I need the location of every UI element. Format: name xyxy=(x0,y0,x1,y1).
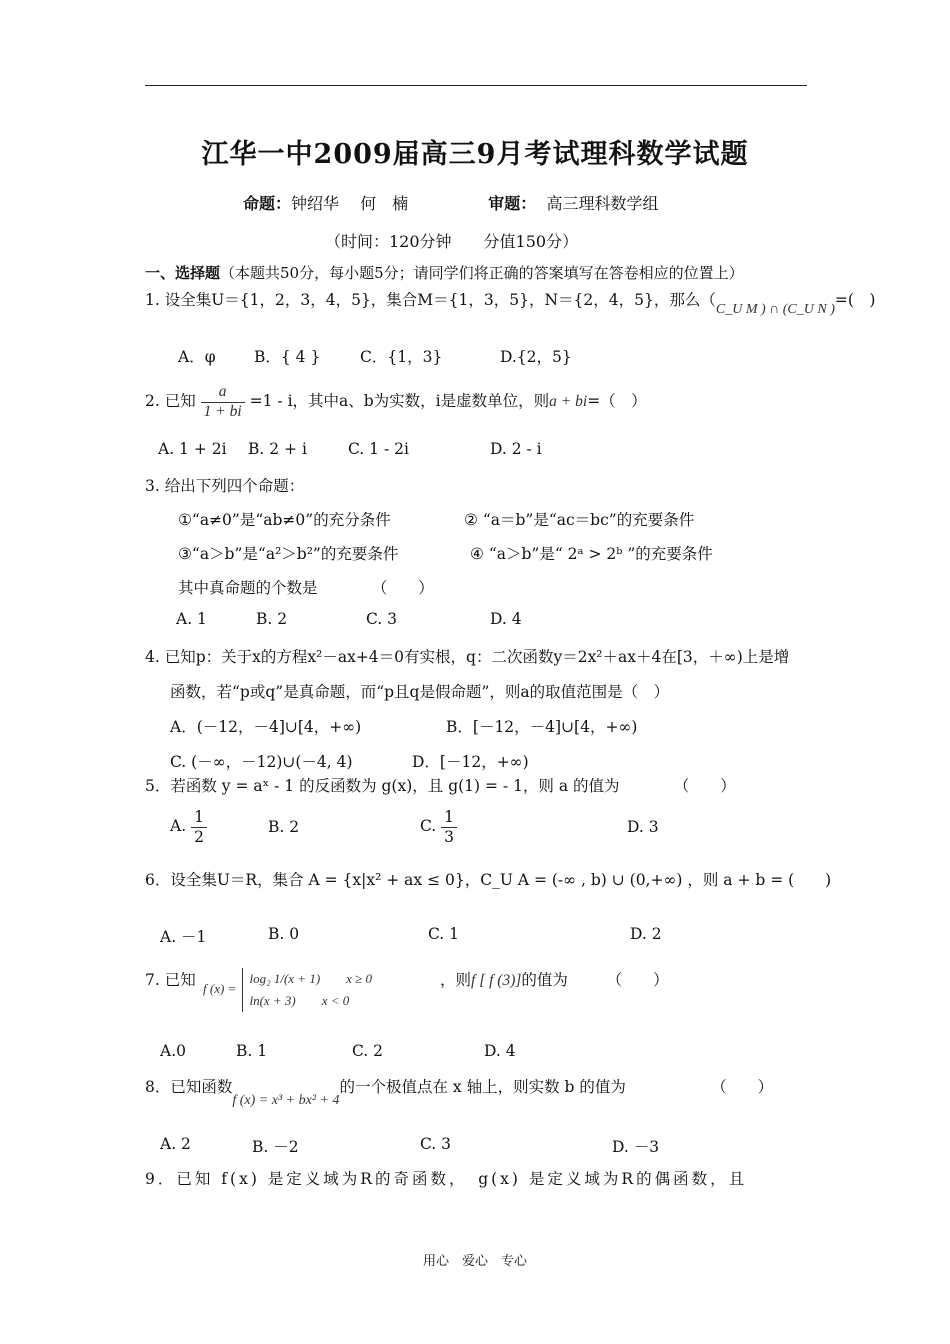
q8-option-d: D. －3 xyxy=(612,1138,660,1156)
q7-tail xyxy=(440,968,669,990)
q3-prop-1: ①“a≠0”是“ab≠0”的充分条件 xyxy=(178,511,391,529)
q7-fx: f (x) = xyxy=(203,981,237,996)
section-title: 一、选择题 xyxy=(145,264,221,282)
question-4-line-1: 4. 已知p：关于x的方程x²－ax+4＝0有实根，q：二次函数y＝2x²＋ax＋4在[3，＋∞)上是增 xyxy=(145,648,790,666)
q3-option-b: B. 2 xyxy=(256,610,288,628)
q3-option-c: C. 3 xyxy=(366,610,398,628)
q4-option-a: A．(－12，－4]∪[4，+∞) xyxy=(170,718,362,736)
q1-option-d: D.{2，5} xyxy=(500,348,572,366)
q2-prefix: 2. 已知 xyxy=(145,392,196,411)
page-footer: 用心 爱心 专心 xyxy=(422,1254,527,1269)
question-8 xyxy=(145,1075,773,1109)
q5-option-c xyxy=(420,808,457,846)
q1-option-a: A．φ xyxy=(178,348,216,366)
question-7 xyxy=(145,968,196,990)
q4-option-c: C. (－∞，－12)∪(－4, 4) xyxy=(170,753,353,771)
q5-a-fraction xyxy=(191,808,207,846)
q2-option-b: B. 2 + i xyxy=(248,440,307,458)
q2-math: a + bi xyxy=(549,393,588,411)
question-9: 9．已知 f(x) 是定义域为R的奇函数， g(x) 是定义域为R的偶函数，且 xyxy=(145,1170,748,1188)
q3-ask: 其中真命题的个数是 （ ） xyxy=(178,579,434,597)
page-title: 江华一中2009届高三9月考试理科数学试题 xyxy=(201,139,749,170)
top-rule xyxy=(145,85,807,86)
q1-math: C_U M ) ∩ (C_U N ) xyxy=(715,302,835,317)
time-info: （时间：120分钟 分值150分） xyxy=(325,232,579,251)
q6-option-c: C. 1 xyxy=(428,925,460,943)
question-1 xyxy=(145,288,875,318)
q5-c-den: 3 xyxy=(444,827,455,846)
question-2 xyxy=(145,383,647,421)
q2-fraction xyxy=(201,383,245,421)
q7-option-c: C. 2 xyxy=(352,1042,384,1060)
q7-tail-text: 的值为 （ ） xyxy=(521,971,669,989)
author-label: 命题： xyxy=(243,194,292,213)
q1-text: 1. 设全集U＝{1，2，3，4，5}，集合M＝{1，3，5}，N＝{2，4，5}，那么（ xyxy=(145,291,716,309)
q5-c-fraction xyxy=(441,808,457,846)
q6-option-b: B. 0 xyxy=(268,925,300,943)
q7-case-1: log₂ 1/(x + 1) x ≥ 0 xyxy=(249,971,373,986)
q5-a-num: 1 xyxy=(191,808,207,828)
q3-prop-3: ③“a＞b”是“a²＞b²”的充要条件 xyxy=(178,545,399,563)
q7-option-d: D. 4 xyxy=(484,1042,516,1060)
section-note: （本题共50分，每小题5分；请同学们将正确的答案填写在答卷相应的位置上） xyxy=(220,264,744,282)
q5-a-label: A. xyxy=(170,817,187,836)
question-5: 5．若函数 y = aˣ - 1 的反函数为 g(x)，且 g(1) = - 1，则 a 的值为 （ ） xyxy=(145,777,736,795)
q8-option-c: C. 3 xyxy=(420,1135,452,1153)
q2-tail: =（ ） xyxy=(587,392,647,411)
q7-math: f [ f (3)] xyxy=(471,972,522,989)
section-heading xyxy=(145,262,744,283)
q2-mid: =1 - i，其中a、b为实数，i是虚数单位，则 xyxy=(249,392,550,411)
authors-line xyxy=(243,191,659,214)
q3-option-a: A. 1 xyxy=(176,610,207,628)
q2-option-c: C. 1 - 2i xyxy=(348,440,409,458)
q5-c-num: 1 xyxy=(441,808,457,828)
reviewer-label: 审题： xyxy=(488,194,537,213)
q7-piecewise xyxy=(203,968,372,1012)
q4-option-d: D．[－12，+∞) xyxy=(412,753,529,771)
q1-option-b: B．{ 4 } xyxy=(254,348,321,366)
author-names: 钟绍华 何 楠 xyxy=(291,194,409,213)
question-4-line-2: 函数，若“p或q”是真命题，而“p且q是假命题”，则a的取值范围是（ ） xyxy=(170,683,670,701)
q5-a-den: 2 xyxy=(194,827,204,846)
q1-tail: =( ) xyxy=(834,291,876,309)
question-3: 3. 给出下列四个命题： xyxy=(145,477,305,495)
q7-mid: ，则 xyxy=(440,971,472,989)
q4-option-b: B．[－12，－4]∪[4，+∞) xyxy=(446,718,638,736)
reviewer-names: 高三理科数学组 xyxy=(546,194,659,213)
q8-prefix: 8．已知函数 xyxy=(145,1078,233,1096)
q5-option-a xyxy=(170,808,207,846)
q7-option-b: B. 1 xyxy=(236,1042,268,1060)
q5-c-label: C. xyxy=(420,817,437,836)
q2-option-a: A. 1 + 2i xyxy=(158,440,227,458)
q7-option-a: A.0 xyxy=(160,1042,186,1060)
q3-option-d: D. 4 xyxy=(490,610,522,628)
q1-option-c: C．{1，3} xyxy=(360,348,443,366)
q6-option-a: A. －1 xyxy=(160,928,207,946)
q5-option-b: B. 2 xyxy=(268,818,300,836)
q8-option-a: A. 2 xyxy=(160,1135,191,1153)
q8-math: f (x) = x³ + bx² + 4 xyxy=(232,1093,340,1108)
q3-prop-2: ② “a＝b”是“ac＝bc”的充要条件 xyxy=(464,511,695,529)
q7-case-2: ln(x + 3) x < 0 xyxy=(249,993,350,1008)
q2-frac-den: 1 + bi xyxy=(203,402,242,420)
question-6: 6．设全集U＝R，集合 A = {x|x² + ax ≤ 0}，C_U A = (-∞ , b) ∪ (0,+∞) ，则 a + b = ( ) xyxy=(145,871,832,889)
q8-tail: 的一个极值点在 x 轴上，则实数 b 的值为 （ ） xyxy=(339,1078,774,1096)
q7-prefix: 7. 已知 xyxy=(145,971,196,989)
q8-option-b: B. －2 xyxy=(252,1138,299,1156)
q5-option-d: D. 3 xyxy=(627,818,659,836)
q3-prop-4: ④ “a＞b”是“ 2ᵃ > 2ᵇ ”的充要条件 xyxy=(470,545,713,563)
q2-frac-num: a xyxy=(201,383,245,403)
q6-option-d: D. 2 xyxy=(630,925,662,943)
q2-option-d: D. 2 - i xyxy=(490,440,542,458)
